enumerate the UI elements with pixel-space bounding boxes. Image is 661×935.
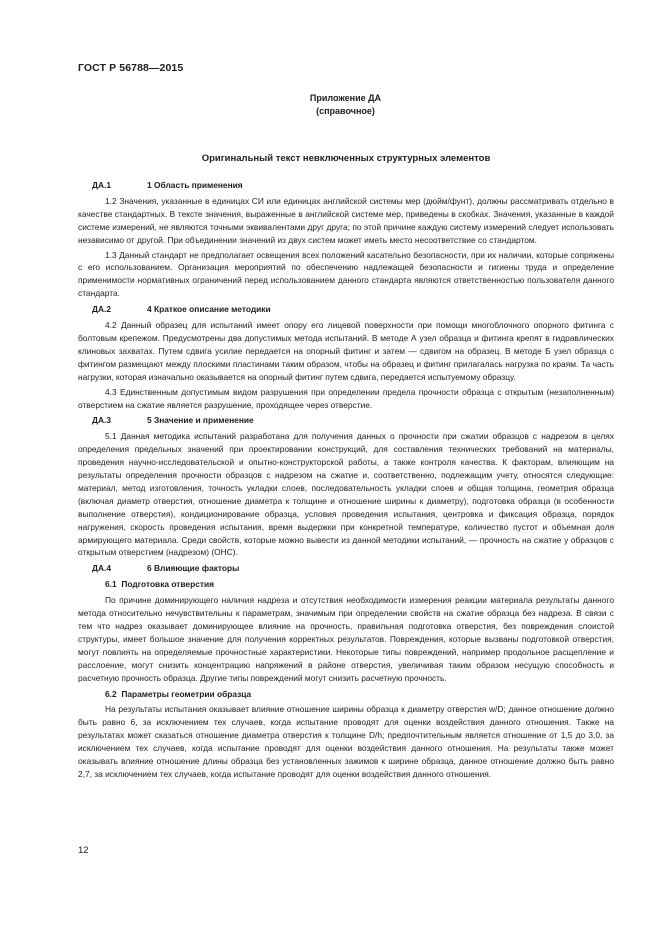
section-title: 4 Краткое описание методики <box>147 304 271 315</box>
page-number: 12 <box>78 845 89 856</box>
paragraph: 5.1 Данная методика испытаний разработана для получения данных о прочности при сжатии образцов с надрезом в целях определения предельных значений при проектировании конструкций, для составления технических требований на материалы, проведения научно-исследовательской и опытно-конструкторской работы, а также контроля качества. К факторам, влияющим на результаты определения прочности образцов с надрезом на сжатие и, соответственно, подлежащим учету, относятся следующие: материал, метод изготовления, точность укладки слоев, последовательность укладки слоев и общая толщина, геометрия образца (включая диаметр отверстия, отношение диаметра к толщине и отношение ширины к диаметру), подготовка образца (в особенности выполнение отверстия), кондиционирование образца, условия проведения испытания, центровка и фиксация образца, порядок нагружения, скорость проведения испытания, время выдержки при конкретной температуре, количество пустот и объемная доля армирующего материала. Среди свойств, которые можно вывести из данной методики испытаний, — прочность на сжатие у образцов с открытым отверстием (надрезом) (ОНС). <box>78 431 614 558</box>
subsection-number: 6.2 <box>105 688 117 699</box>
subsection-title: Подготовка отверстия <box>121 579 214 590</box>
subsection-number: 6.1 <box>105 579 117 590</box>
appendix-title: Приложение ДА <box>309 93 382 103</box>
subsection-heading <box>78 578 614 591</box>
paragraph: На результаты испытания оказывает влияние отношение ширины образца к диаметру отверстия w/D; данное отношение должно быть равно 6, за исключением тех случаев, когда испытание проводят для оценки воздействия данного отношения. Также на результатах может сказаться отношение диаметра отверстия к толщине D/h; предпочтительным является отношение от 1,5 до 3,0, за исключением тех случаев, когда испытание проводят для оценки воздействия данного отношения. На результаты также может оказывать влияние отношение длины образца без установленных зажимов к ширине образца, данное отношение должно быть равно 2,7, за исключением тех случаев, когда испытание проводят для оценки воздействия данного отношения. <box>78 704 614 779</box>
appendix-heading <box>0 92 661 118</box>
section-title: 6 Влияющие факторы <box>147 563 240 574</box>
body-text <box>78 176 614 783</box>
paragraph: 1.2 Значения, указанные в единицах СИ или единицах английской системы мер (дюйм/фунт), должны рассматривать отдельно в качестве стандартных. В тексте значения, выраженные в английской системе мер, приведены в скобках. Значения, указанные в каждой системе измерений, не являются точными эквивалентами друг друга; по этой причине каждую систему измерений следует использовать независимо от другой. При объединении значений из двух систем может иметь место несоответствие со стандартом. <box>78 195 614 245</box>
subsection-heading <box>78 688 614 701</box>
section-heading <box>78 562 614 575</box>
paragraph: 4.2 Данный образец для испытаний имеет опору его лицевой поверхности при помощи многоблочного опорного фитинга с болтовым крепежом. Предусмотрены два допустимых метода испытаний. В методе А узел образца и фитинга крепят в гидравлических клиновых захватах. Путем сдвига усилие передается на опорный фитинг и затем — сдвигом на образец. В методе Б узел образца с фитингом размещают между плоскими пластинами таким образом, чтобы на образец и фитинг прилагалась нагрузка по краям. Та часть нагрузки, которая изначально оказывается на опорный фитинг путем сдвига, передается испытуемому образцу. <box>78 320 614 382</box>
section-heading <box>78 179 614 192</box>
main-title: Оригинальный текст невключенных структурных элементов <box>201 153 491 164</box>
section-number: ДА.4 <box>92 563 111 574</box>
appendix-note: (справочное) <box>316 106 375 116</box>
section-number: ДА.1 <box>92 180 111 190</box>
section-number: ДА.3 <box>92 415 111 426</box>
section-number: ДА.2 <box>92 304 111 315</box>
paragraph: 4.3 Единственным допустимым видом разрушения при определении предела прочности образца с открытым (незаполненным) отверстием на сжатие является разрушение, проходящее через отверстие. <box>78 386 614 410</box>
section-heading <box>78 414 614 427</box>
paragraph: По причине доминирующего наличия надреза и отсутствия необходимости измерения реакции материала результаты данного метода относительно нечувствительны к параметрам, значимым при определении свойств на сжатие образца без надреза. В связи с тем что надрез оказывает доминирующее влияние на прочность, правильная подготовка отверстия, без повреждения слоистой структуры, имеет большое значение для получения корректных результатов. Повреждения, которые вызваны подготовкой отверстия, могут повлиять на определяемые прочностные характеристики. Некоторые типы повреждений, например продольное расщепление и расслоение, могут снизить концентрацию напряжений в районе отверстия, увеличивая таким образом несущую способность и расчетную прочность образца. Другие типы повреждений могут снизить расчетную прочность. <box>78 595 614 683</box>
section-title: 1 Область применения <box>147 180 243 190</box>
section-title: 5 Значение и применение <box>147 415 254 426</box>
paragraph: 1.3 Данный стандарт не предполагает освещения всех положений касательно безопасности, при их наличии, которые сопряжены с его использованием. Организация мероприятий по обеспечению надлежащей безопасности и гигиены труда и определение применимости нормативных ограничений перед использованием данного стандарта являются ответственностью пользователя данного стандарта. <box>78 249 614 299</box>
subsection-title: Параметры геометрии образца <box>121 688 252 699</box>
standard-header: ГОСТ Р 56788—2015 <box>78 62 184 74</box>
section-heading <box>78 303 614 316</box>
